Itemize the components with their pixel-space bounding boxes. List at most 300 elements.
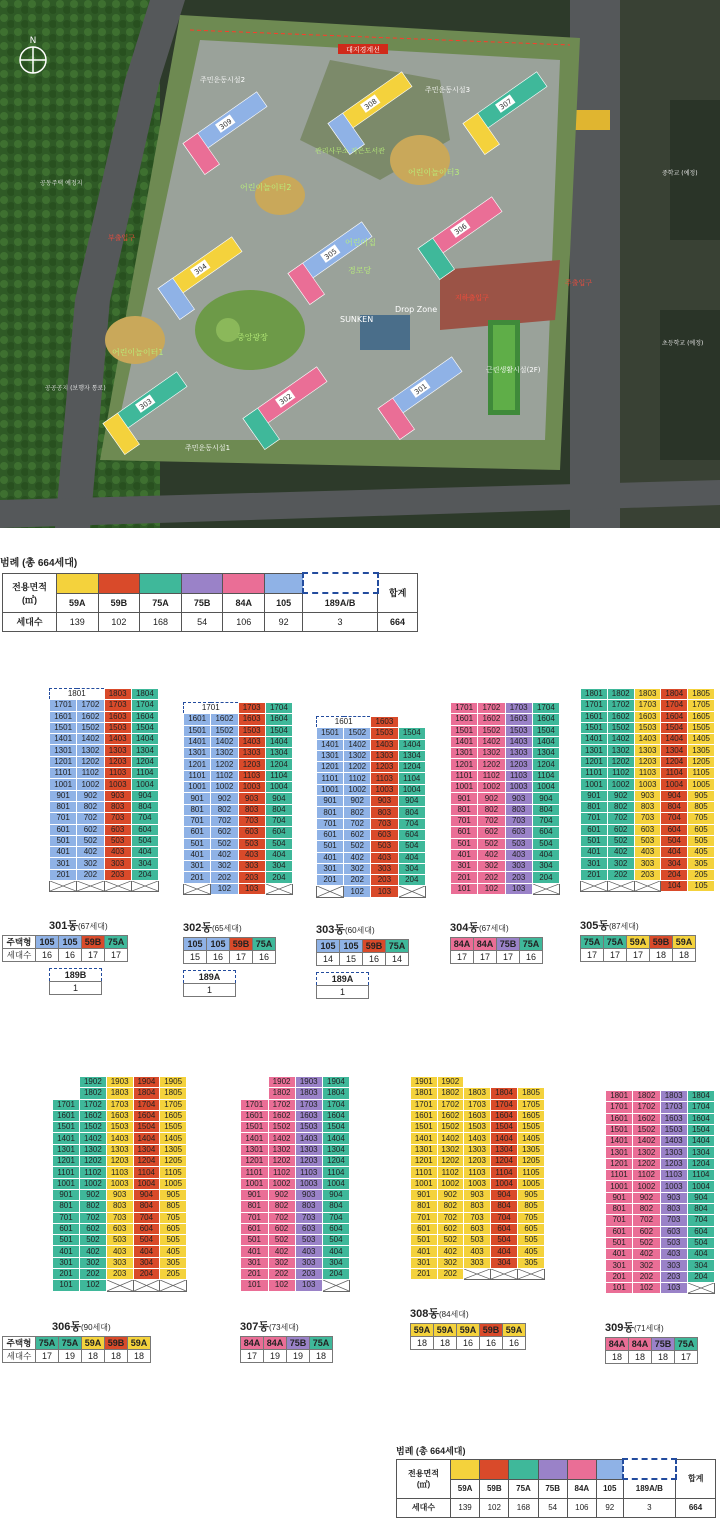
- unit-cell: 401: [606, 1249, 633, 1260]
- unit-cell: 302: [437, 1257, 464, 1268]
- unit-cell: 901: [241, 1189, 269, 1200]
- unit-cell: 103: [371, 886, 398, 897]
- unit-cell: 1103: [104, 768, 131, 779]
- unit-cell: 1902: [268, 1077, 295, 1088]
- summary-count: 16: [36, 949, 59, 962]
- summary-type: 75A: [581, 936, 604, 949]
- unit-cell: 1302: [344, 750, 371, 761]
- unit-cell: 1003: [634, 779, 661, 790]
- unit-cell: 301: [317, 863, 344, 874]
- unit-cell: 301: [184, 861, 211, 872]
- building-summary: [410, 1323, 526, 1350]
- unit-cell: 1001: [50, 779, 77, 790]
- unit-cell: 1202: [437, 1156, 464, 1167]
- map-building-label: 305: [323, 247, 339, 262]
- empty-cell: [77, 881, 104, 892]
- unit-cell: 704: [532, 815, 559, 826]
- unit-cell: 1303: [464, 1144, 491, 1155]
- unit-cell: 702: [80, 1212, 107, 1223]
- unit-cell: 204: [265, 872, 292, 883]
- summary-count: 18: [128, 1349, 151, 1362]
- unit-cell: 204: [661, 869, 688, 880]
- unit-cell: 905: [688, 790, 715, 801]
- unit-cell: 402: [211, 849, 238, 860]
- unit-cell: 705: [688, 813, 715, 824]
- unit-cell: 1204: [131, 756, 158, 767]
- unit-cell: 503: [371, 841, 398, 852]
- unit-cell: 1304: [133, 1144, 160, 1155]
- unit-cell: 502: [478, 838, 505, 849]
- unit-cell: 1504: [133, 1122, 160, 1133]
- type-count: 54: [181, 612, 223, 631]
- unit-cell: 1702: [437, 1099, 464, 1110]
- unit-cell: 1704: [265, 703, 292, 714]
- unit-cell: 201: [606, 1271, 633, 1282]
- unit-cell: 704: [491, 1212, 518, 1223]
- summary-count: 19: [264, 1349, 287, 1362]
- unit-cell: 1803: [106, 1088, 133, 1099]
- empty-cell: [634, 881, 661, 892]
- summary-count: 17: [241, 1349, 264, 1362]
- unit-cell: 1004: [131, 779, 158, 790]
- map-building-label: 309: [218, 117, 234, 132]
- unit-cell: 701: [184, 815, 211, 826]
- unit-cell: 203: [104, 869, 131, 880]
- unit-cell: 103: [238, 883, 265, 894]
- area-header: 전용면적 (㎡): [3, 573, 57, 612]
- unit-cell: 603: [295, 1223, 322, 1234]
- unit-cell: 1103: [106, 1167, 133, 1178]
- unit-cell: 1002: [268, 1178, 295, 1189]
- unit-cell: 1403: [238, 736, 265, 747]
- unit-cell: 1804: [322, 1088, 349, 1099]
- sub-type: 189A: [317, 972, 369, 985]
- unit-cell: 304: [322, 1257, 349, 1268]
- summary-type: 75B: [497, 938, 520, 951]
- building-2-grid: [316, 716, 426, 898]
- unit-cell: 104: [661, 881, 688, 892]
- unit-cell: 1503: [295, 1122, 322, 1133]
- svg-text:N: N: [29, 36, 37, 46]
- unit-cell: 1304: [532, 748, 559, 759]
- unit-cell: 103: [660, 1283, 687, 1294]
- unit-cell: 1301: [50, 745, 77, 756]
- summary-count: 16: [59, 949, 82, 962]
- unit-cell: 102: [80, 1280, 107, 1291]
- unit-cell: 1502: [478, 725, 505, 736]
- unit-cell: 903: [634, 790, 661, 801]
- summary-count: 17: [675, 1351, 698, 1364]
- unit-cell: 603: [634, 824, 661, 835]
- unit-cell: 1203: [464, 1156, 491, 1167]
- unit-cell: 902: [437, 1189, 464, 1200]
- type-swatch: [140, 573, 182, 593]
- unit-cell: 503: [660, 1237, 687, 1248]
- unit-cell: 1405: [688, 734, 715, 745]
- type-count: 106: [223, 612, 265, 631]
- unit-cell: 904: [532, 793, 559, 804]
- unit-cell: 802: [80, 1201, 107, 1212]
- unit-cell: 1204: [398, 762, 426, 773]
- unit-cell: 504: [322, 1235, 349, 1246]
- type-swatch: [181, 573, 223, 593]
- unit-cell: 1502: [437, 1122, 464, 1133]
- building-title: 304동(67세대): [450, 922, 509, 935]
- unit-cell: 604: [322, 1223, 349, 1234]
- summary-type: 84A: [606, 1338, 629, 1351]
- unit-cell: 804: [322, 1201, 349, 1212]
- unit-cell: 1005: [160, 1178, 187, 1189]
- unit-cell: 1701: [581, 700, 608, 711]
- unit-cell: 1303: [634, 745, 661, 756]
- summary-type: 59B: [82, 936, 105, 949]
- unit-cell: 1002: [77, 779, 104, 790]
- unit-cell: 501: [581, 835, 608, 846]
- unit-cell: 601: [606, 1226, 633, 1237]
- unit-cell: 1501: [606, 1124, 633, 1135]
- unit-cell: 702: [478, 815, 505, 826]
- summary-type: 105: [59, 936, 82, 949]
- unit-cell: 604: [491, 1223, 518, 1234]
- unit-cell: 804: [532, 804, 559, 815]
- type-label: 59A: [451, 1479, 480, 1498]
- unit-cell: 1403: [295, 1133, 322, 1144]
- unit-cell: 1903: [106, 1077, 133, 1088]
- area-header: 전용면적 (㎡): [397, 1459, 451, 1498]
- type-label: 105: [596, 1479, 623, 1498]
- unit-cell: 902: [80, 1189, 107, 1200]
- unit-cell: 902: [607, 790, 634, 801]
- unit-cell: 702: [344, 818, 371, 829]
- unit-cell: 1201: [317, 762, 344, 773]
- unit-cell: 402: [437, 1246, 464, 1257]
- unit-cell: 1903: [295, 1077, 322, 1088]
- unit-cell: 1103: [295, 1167, 322, 1178]
- unit-cell: 1603: [634, 711, 661, 722]
- unit-cell: 1203: [660, 1158, 687, 1169]
- unit-cell: 303: [371, 863, 398, 874]
- unit-cell: 1204: [491, 1156, 518, 1167]
- map-building-label: 304: [193, 262, 209, 277]
- unit-cell: 505: [160, 1235, 187, 1246]
- unit-cell: 803: [295, 1201, 322, 1212]
- unit-cell: 1105: [160, 1167, 187, 1178]
- unit-cell: 501: [411, 1235, 438, 1246]
- central-label: 중앙광장: [237, 333, 268, 342]
- unit-cell: 903: [106, 1189, 133, 1200]
- unit-cell: 1403: [371, 739, 398, 750]
- unit-cell: 803: [238, 804, 265, 815]
- unit-cell: 1205: [518, 1156, 545, 1167]
- unit-cell: 1804: [131, 689, 158, 700]
- empty-cell: [464, 1269, 491, 1280]
- unit-cell: 1502: [607, 722, 634, 733]
- unit-cell: 1502: [268, 1122, 295, 1133]
- unit-cell: 1704: [131, 700, 158, 711]
- unit-cell: 1404: [322, 1133, 349, 1144]
- unit-cell: 901: [451, 793, 478, 804]
- unit-cell: 204: [398, 875, 426, 886]
- unit-cell: 504: [398, 841, 426, 852]
- unit-cell: 1403: [660, 1136, 687, 1147]
- unit-cell: 1801: [581, 689, 608, 700]
- summary-count: 18: [82, 1349, 105, 1362]
- unit-cell: 1804: [133, 1088, 160, 1099]
- unit-cell: 1701: [50, 700, 77, 711]
- unit-cell: 1705: [688, 700, 715, 711]
- building-title: 309동(71세대): [605, 1322, 664, 1335]
- unit-cell: 1401: [184, 736, 211, 747]
- unit-cell: 105: [688, 881, 715, 892]
- unit-cell: 203: [106, 1269, 133, 1280]
- unit-cell: 904: [131, 790, 158, 801]
- unit-cell: 603: [505, 827, 532, 838]
- unit-cell: 1102: [607, 768, 634, 779]
- unit-cell: 903: [464, 1189, 491, 1200]
- legend-title-bottom: 범례 (총 664세대): [396, 1446, 466, 1456]
- building-sub-summary: [316, 972, 369, 999]
- unit-cell: 1202: [344, 762, 371, 773]
- total-header: 합계: [676, 1459, 716, 1498]
- summary-count-label: 세대수: [3, 1349, 36, 1362]
- unit-cell: 1504: [131, 722, 158, 733]
- unit-cell: 304: [661, 858, 688, 869]
- unit-cell: 504: [687, 1237, 714, 1248]
- unit-cell: 504: [532, 838, 559, 849]
- unit-cell: 801: [451, 804, 478, 815]
- unit-cell: 404: [687, 1249, 714, 1260]
- unit-cell: 1002: [478, 782, 505, 793]
- empty-cell: [322, 1280, 349, 1291]
- unit-cell: 901: [606, 1192, 633, 1203]
- unit-cell: 505: [518, 1235, 545, 1246]
- unit-cell: 1701: [606, 1102, 633, 1113]
- unit-cell: 1402: [344, 739, 371, 750]
- summary-type: 105: [317, 939, 340, 952]
- unit-cell: 304: [687, 1260, 714, 1271]
- unit-cell: 1203: [104, 756, 131, 767]
- unit-cell: 604: [133, 1223, 160, 1234]
- unit-cell: 1503: [505, 725, 532, 736]
- unit-cell: 1601: [241, 1110, 269, 1121]
- unit-cell: 1201: [184, 759, 211, 770]
- unit-cell: 1403: [464, 1133, 491, 1144]
- unit-cell: 1103: [660, 1170, 687, 1181]
- unit-cell: 901: [317, 796, 344, 807]
- unit-cell: 1602: [268, 1110, 295, 1121]
- count-header: 세대수: [397, 1498, 451, 1517]
- unit-cell: 102: [344, 886, 371, 897]
- unit-cell: 1703: [634, 700, 661, 711]
- building-title: 308동(84세대): [410, 1308, 469, 1321]
- type-count: 139: [451, 1498, 480, 1517]
- sub-count: 1: [184, 984, 236, 997]
- unit-cell: 1001: [317, 784, 344, 795]
- unit-cell: 401: [241, 1246, 269, 1257]
- unit-cell: 803: [505, 804, 532, 815]
- summary-type: 59A: [457, 1324, 480, 1337]
- unit-cell: 1305: [160, 1144, 187, 1155]
- type-count: 139: [57, 612, 99, 631]
- unit-cell: 302: [211, 861, 238, 872]
- summary-count: 18: [652, 1351, 675, 1364]
- empty-cell: [491, 1269, 518, 1280]
- unit-cell: 1303: [295, 1144, 322, 1155]
- unit-cell: 703: [464, 1212, 491, 1223]
- unit-cell: 1604: [491, 1110, 518, 1121]
- unit-cell: 902: [478, 793, 505, 804]
- summary-type: 59B: [363, 939, 386, 952]
- unit-cell: 1503: [634, 722, 661, 733]
- unit-cell: 1301: [606, 1147, 633, 1158]
- unit-cell: 1604: [687, 1113, 714, 1124]
- unit-cell: 1302: [607, 745, 634, 756]
- summary-type: 75A: [253, 938, 276, 951]
- unit-cell: 301: [50, 858, 77, 869]
- facility1-label: 주민운동시설1: [185, 444, 231, 452]
- unit-cell: 802: [607, 801, 634, 812]
- unit-cell: 1402: [607, 734, 634, 745]
- summary-count: 15: [340, 952, 363, 965]
- unit-cell: 1102: [77, 768, 104, 779]
- type-label: 84A: [223, 593, 265, 612]
- unit-cell: 1103: [238, 770, 265, 781]
- unit-cell: 802: [77, 801, 104, 812]
- unit-cell: 1304: [491, 1144, 518, 1155]
- unit-cell: 1404: [265, 736, 292, 747]
- summary-type: 59A: [503, 1324, 526, 1337]
- unit-cell: 201: [581, 869, 608, 880]
- unit-cell: 203: [238, 872, 265, 883]
- unit-cell: 401: [581, 847, 608, 858]
- unit-cell: 1505: [688, 722, 715, 733]
- type-count: 92: [596, 1498, 623, 1517]
- unit-cell: 701: [53, 1212, 80, 1223]
- unit-cell: 1202: [268, 1156, 295, 1167]
- type-label: 105: [265, 593, 303, 612]
- unit-cell: 503: [634, 835, 661, 846]
- unit-cell: 502: [607, 835, 634, 846]
- unit-cell: 1503: [660, 1124, 687, 1135]
- summary-type: 75B: [652, 1338, 675, 1351]
- unit-cell: 102: [268, 1280, 295, 1291]
- unit-cell: 204: [687, 1271, 714, 1282]
- empty-cell: [160, 1280, 187, 1291]
- unit-cell: 401: [184, 849, 211, 860]
- unit-cell: 103: [505, 883, 532, 894]
- summary-count: 19: [59, 1349, 82, 1362]
- facility3-label: 주민운동시설3: [425, 86, 471, 94]
- building-title: 307동(73세대): [240, 1320, 299, 1333]
- unit-cell: 803: [464, 1201, 491, 1212]
- unit-cell: 1004: [322, 1178, 349, 1189]
- unit-cell: 1101: [184, 770, 211, 781]
- play2-label: 어린이놀이터2: [240, 183, 292, 192]
- unit-cell: 202: [607, 869, 634, 880]
- building-sub-summary: [49, 968, 102, 995]
- unit-cell: 1504: [398, 728, 426, 739]
- unit-cell: 1803: [464, 1088, 491, 1099]
- unit-cell: 1802: [437, 1088, 464, 1099]
- type-swatch: [567, 1459, 596, 1479]
- unit-cell: 904: [398, 796, 426, 807]
- unit-cell: 202: [437, 1269, 464, 1280]
- unit-cell: 302: [633, 1260, 660, 1271]
- unit-cell: 803: [104, 801, 131, 812]
- building-summary: [2, 1336, 151, 1363]
- unit-cell: 403: [464, 1246, 491, 1257]
- summary-type: 59A: [434, 1324, 457, 1337]
- unit-cell: 1404: [491, 1133, 518, 1144]
- unit-cell: 1101: [53, 1167, 80, 1178]
- unit-cell: 1805: [160, 1088, 187, 1099]
- unit-cell: 902: [77, 790, 104, 801]
- empty-cell: [518, 1269, 545, 1280]
- unit-cell: 1403: [106, 1133, 133, 1144]
- unit-cell: 605: [688, 824, 715, 835]
- unit-cell: 202: [478, 872, 505, 883]
- unit-cell: 1802: [80, 1088, 107, 1099]
- unit-cell: 405: [518, 1246, 545, 1257]
- summary-count: 17: [105, 949, 128, 962]
- entry-main-label: 주출입구: [565, 279, 593, 287]
- type-count: 102: [98, 612, 140, 631]
- unit-cell: 1601: [606, 1113, 633, 1124]
- summary-count: 18: [434, 1337, 457, 1350]
- unit-cell: 1602: [80, 1110, 107, 1121]
- unit-cell: 402: [478, 849, 505, 860]
- building-1-grid: [183, 702, 293, 895]
- unit-cell: 1501: [241, 1122, 269, 1133]
- summary-type: 59B: [105, 1336, 128, 1349]
- summary-count: 18: [105, 1349, 128, 1362]
- unit-cell: 1301: [411, 1144, 438, 1155]
- unit-cell: 1505: [160, 1122, 187, 1133]
- type-label: 59A: [57, 593, 99, 612]
- unit-cell: 1003: [238, 782, 265, 793]
- unit-cell: 1501: [451, 725, 478, 736]
- unit-cell: 402: [77, 847, 104, 858]
- unit-cell: 202: [268, 1269, 295, 1280]
- unit-cell: 1401: [53, 1133, 80, 1144]
- total-header: 합계: [378, 573, 418, 612]
- unit-cell: 502: [80, 1235, 107, 1246]
- unit-cell: 1404: [532, 736, 559, 747]
- unit-cell: 804: [687, 1203, 714, 1214]
- unit-cell: 1303: [660, 1147, 687, 1158]
- type-swatch: [538, 1459, 567, 1479]
- facility2-label: 주민운동시설2: [200, 76, 246, 84]
- unit-cell: 801: [606, 1203, 633, 1214]
- type-label: 75B: [538, 1479, 567, 1498]
- building-summary: [580, 935, 696, 962]
- unit-cell: 1003: [371, 784, 398, 795]
- unit-cell: 1101: [606, 1170, 633, 1181]
- unit-cell: 103: [295, 1280, 322, 1291]
- unit-cell: 903: [238, 793, 265, 804]
- unit-cell: 102: [211, 883, 238, 894]
- unit-cell: 303: [464, 1257, 491, 1268]
- unit-cell: 1301: [581, 745, 608, 756]
- unit-cell: 805: [688, 801, 715, 812]
- building-0-grid: [49, 688, 159, 892]
- unit-cell: 904: [322, 1189, 349, 1200]
- building-title: 305동(87세대): [580, 920, 639, 933]
- total-count: 664: [378, 612, 418, 631]
- neighborhood-label: 근린생활시설(2F): [486, 366, 541, 374]
- unit-cell: 1104: [131, 768, 158, 779]
- unit-cell: 1403: [104, 734, 131, 745]
